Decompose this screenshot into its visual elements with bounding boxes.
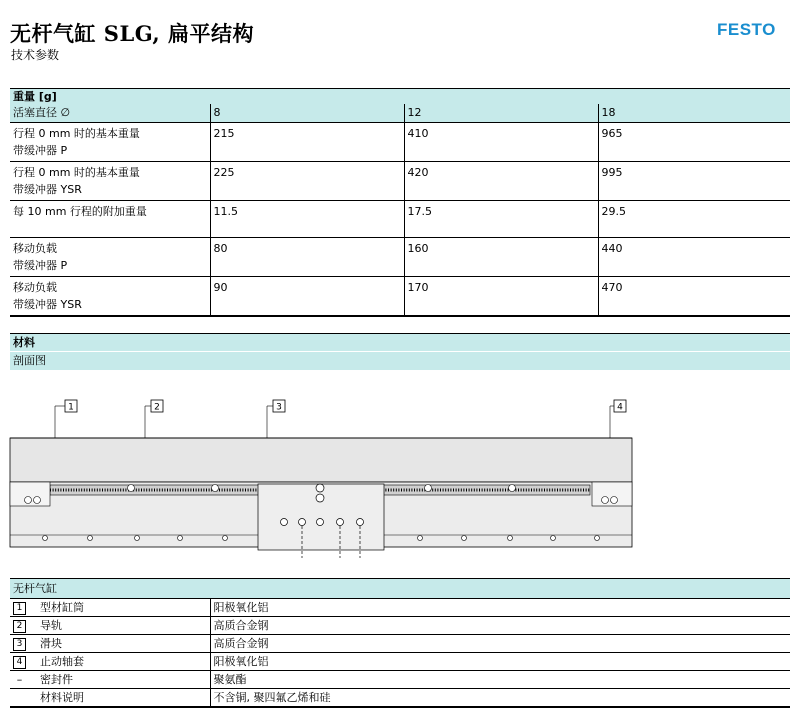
row-label-line2: 带缓冲器 YSR bbox=[13, 297, 82, 311]
table-row bbox=[10, 617, 790, 635]
part-name: 密封件 bbox=[40, 673, 73, 686]
callout-1: 1 bbox=[68, 402, 74, 413]
value-cell: 470 bbox=[598, 276, 790, 316]
part-name: 材料说明 bbox=[40, 691, 84, 704]
value-cell: 420 bbox=[404, 161, 598, 200]
table-row bbox=[10, 635, 790, 653]
section-view-label: 剖面图 bbox=[10, 352, 790, 370]
value-cell: 90 bbox=[210, 276, 404, 316]
part-cell bbox=[10, 635, 210, 653]
row-label bbox=[10, 161, 210, 200]
material-table-title: 无杆气缸 bbox=[10, 579, 790, 599]
page-subtitle: 技术参数 bbox=[11, 48, 60, 62]
callout-2: 2 bbox=[154, 402, 160, 413]
row-label-line1: 行程 0 mm 时的基本重量 bbox=[13, 165, 140, 179]
material-cell: 高质合金钢 bbox=[210, 617, 790, 635]
table-row bbox=[10, 653, 790, 671]
weight-header-cell: 8 bbox=[210, 104, 404, 122]
part-number: 1 bbox=[13, 602, 26, 615]
profile-barrel-shape bbox=[10, 438, 632, 482]
material-cell: 阳极氧化铝 bbox=[210, 599, 790, 617]
weight-table bbox=[10, 104, 790, 317]
part-name: 止动轴套 bbox=[40, 655, 84, 668]
callout-3: 3 bbox=[276, 402, 282, 413]
row-label-line2: 带缓冲器 P bbox=[13, 143, 68, 157]
row-label-line1: 移动负载 bbox=[13, 280, 57, 294]
part-cell bbox=[10, 617, 210, 635]
value-cell: 29.5 bbox=[598, 200, 790, 237]
festo-logo: FESTO bbox=[717, 20, 776, 39]
value-cell: 440 bbox=[598, 237, 790, 276]
part-name: 导轨 bbox=[40, 619, 62, 632]
table-row bbox=[10, 599, 790, 617]
table-row bbox=[10, 276, 790, 316]
value-cell: 215 bbox=[210, 122, 404, 161]
value-cell: 160 bbox=[404, 237, 598, 276]
table-row bbox=[10, 200, 790, 237]
part-cell bbox=[10, 671, 210, 689]
part-cell bbox=[10, 689, 210, 708]
row-label bbox=[10, 200, 210, 237]
row-label bbox=[10, 276, 210, 316]
row-label bbox=[10, 237, 210, 276]
row-label-line1: 每 10 mm 行程的附加重量 bbox=[13, 204, 147, 218]
part-cell bbox=[10, 599, 210, 617]
table-row bbox=[10, 689, 790, 708]
table-row bbox=[10, 161, 790, 200]
value-cell: 410 bbox=[404, 122, 598, 161]
material-cell: 聚氨酯 bbox=[210, 671, 790, 689]
page-title: 无杆气缸 SLG, 扁平结构 bbox=[10, 21, 255, 46]
material-cell: 高质合金钢 bbox=[210, 635, 790, 653]
value-cell: 965 bbox=[598, 122, 790, 161]
row-label-line1: 移动负载 bbox=[13, 241, 57, 255]
part-number: 3 bbox=[13, 638, 26, 651]
table-row bbox=[10, 671, 790, 689]
material-table-header bbox=[10, 579, 790, 599]
value-cell: 170 bbox=[404, 276, 598, 316]
part-number: 2 bbox=[13, 620, 26, 633]
table-row bbox=[10, 122, 790, 161]
material-table bbox=[10, 578, 790, 708]
table-row bbox=[10, 237, 790, 276]
material-cell: 阳极氧化铝 bbox=[210, 653, 790, 671]
value-cell: 995 bbox=[598, 161, 790, 200]
row-label-line2: 带缓冲器 P bbox=[13, 258, 68, 272]
value-cell: 17.5 bbox=[404, 200, 598, 237]
weight-header-cell: 18 bbox=[598, 104, 790, 122]
part-number: 4 bbox=[13, 656, 26, 669]
value-cell: 225 bbox=[210, 161, 404, 200]
part-name: 滑块 bbox=[40, 637, 62, 650]
material-cell: 不含铜, 聚四氟乙烯和硅 bbox=[210, 689, 790, 708]
value-cell: 80 bbox=[210, 237, 404, 276]
weight-header-cell: 活塞直径 ∅ bbox=[10, 104, 210, 122]
weight-table-header bbox=[10, 104, 790, 122]
row-label bbox=[10, 122, 210, 161]
part-name: 型材缸筒 bbox=[40, 601, 84, 614]
part-number: – bbox=[16, 673, 23, 686]
weight-section-bar: 重量 [g] bbox=[10, 88, 790, 105]
value-cell: 11.5 bbox=[210, 200, 404, 237]
material-section-bar: 材料 bbox=[10, 333, 790, 351]
cross-section-drawing bbox=[0, 390, 800, 565]
row-label-line1: 行程 0 mm 时的基本重量 bbox=[13, 126, 140, 140]
part-cell bbox=[10, 653, 210, 671]
callout-4: 4 bbox=[617, 402, 623, 413]
row-label-line2: 带缓冲器 YSR bbox=[13, 182, 82, 196]
weight-header-cell: 12 bbox=[404, 104, 598, 122]
